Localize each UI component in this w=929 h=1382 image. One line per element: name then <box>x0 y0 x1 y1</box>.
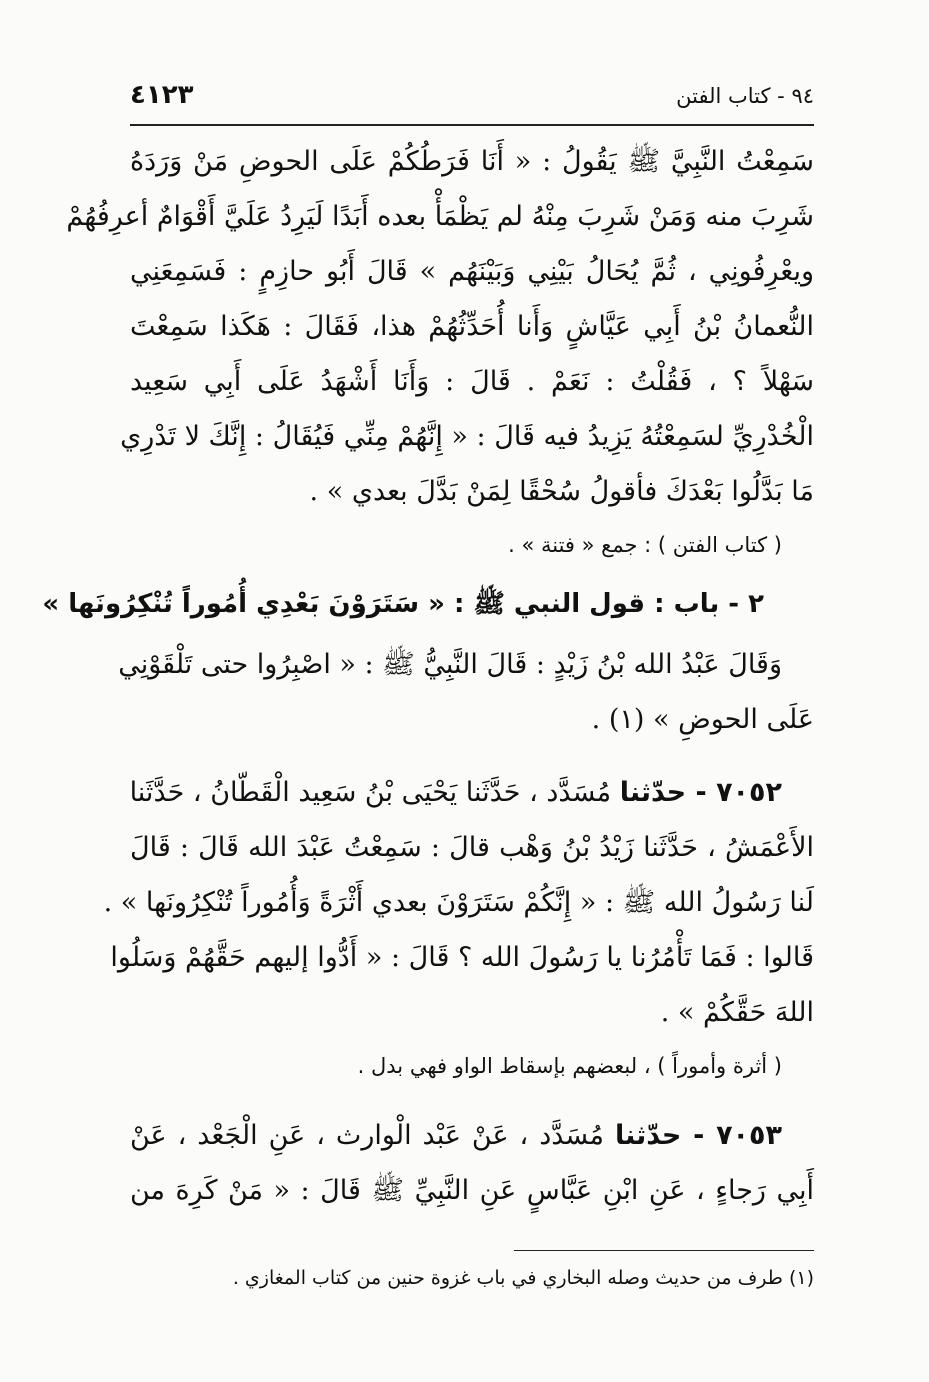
hadith-number: ٧٠٥٣ - حدّثنا <box>614 1120 782 1151</box>
chapter-intro <box>118 637 814 747</box>
text-line: عَلَى الحوضِ » (١) . <box>591 704 814 735</box>
hadith-7053 <box>130 1108 814 1218</box>
footnote-rule <box>514 1250 814 1251</box>
text-line: قَالوا : فَمَا تَأْمُرُنا يا رَسُولَ الله ؟ قَالَ : « أَدُّوا إليهم حَقَّهُمْ وَسَلُوا <box>110 942 814 973</box>
running-title: ٩٤ - كتاب الفتن <box>676 84 814 108</box>
header-rule <box>130 124 814 126</box>
text-line: مَا بَدَّلُوا بَعْدَكَ فأقولُ سُحْقًا لِمَنْ بَدَّلَ بعدي » . <box>309 476 814 507</box>
explanatory-note: ( كتاب الفتن ) : جمع « فتنة » . <box>508 533 782 557</box>
text-line <box>130 1108 814 1163</box>
hadith-text: مُسَدَّد ، عَنْ عَبْد الْوارث ، عَنِ الْجَعْد ، عَنْ <box>130 1120 604 1151</box>
text-line: أَبِي رَجاءٍ ، عَنِ ابْنِ عَبَّاسٍ عَنِ النَّبِيِّ ﷺ قَالَ : « مَنْ كَرِهَ من <box>130 1175 814 1206</box>
text-line: ويعْرِفُونِي ، ثُمَّ يُحَالُ بَيْنِي وَبَيْنَهُم » قَالَ أَبُو حازِمٍ : فَسَمِعَنِي <box>130 256 814 287</box>
chapter-heading: ٢ - باب : قول النبي ﷺ : « سَتَرَوْنَ بَعْدِي أُمُوراً تُنْكِرُونَها » <box>42 589 764 619</box>
spacer <box>130 1090 814 1108</box>
paragraph-continuation <box>66 134 814 519</box>
text-line: الأَعْمَشُ ، حَدَّثَنا زَيْدُ بْنُ وَهْب قالَ : سَمِعْتُ عَبْدَ الله قَالَ : قَالَ <box>130 832 814 863</box>
page-body <box>42 134 814 1218</box>
text-line: سَهْلاً ؟ ، فَقُلْتُ : نَعَمْ . قَالَ : وَأَنَا أَشْهَدُ عَلَى أَبِي سَعِيد <box>130 366 814 397</box>
text-line: شَرِبَ منه وَمَنْ شَرِبَ مِنْهُ لم يَظْمَأْ بعده أَبَدًا لَيَرِدُ عَلَيَّ أَقْوَامٌ أعرِفُهُمْ <box>66 201 814 232</box>
text-line: سَمِعْتُ النَّبِيَّ ﷺ يَقُولُ : « أَنَا فَرَطُكُمْ عَلَى الحوضِ مَنْ وَرَدَهُ <box>130 146 814 177</box>
spacer <box>130 747 814 765</box>
text-line <box>130 765 814 820</box>
page-number: ٤١٢٣ <box>130 80 194 110</box>
text-line: الْخُدْرِيِّ لسَمِعْتُهُ يَزِيدُ فيه قَالَ : « إِنَّهُمْ مِنِّي فَيُقَالُ : إِنَّكَ لا تَدْرِي <box>120 421 814 452</box>
text-line: اللهَ حَقَّكُمْ » . <box>660 997 814 1028</box>
hadith-number: ٧٠٥٢ - حدّثنا <box>619 777 782 808</box>
hadith-7052 <box>103 765 814 1040</box>
text-line: لَنا رَسُولُ الله ﷺ : « إِنَّكُمْ سَتَرَوْنَ بعدي أَثْرَةً وَأُمُوراً تُنْكِرُونَها » . <box>103 887 814 918</box>
explanatory-note: ( أثرة وأموراً ) ، لبعضهم بإسقاط الواو فهي بدل . <box>357 1054 782 1078</box>
book-page <box>42 0 814 1382</box>
text-line: وَقَالَ عَبْدُ الله بْنُ زَيْدٍ : قَالَ النَّبِيُّ ﷺ : « اصْبِرُوا حتى تَلْقَوْنِي <box>118 649 782 680</box>
text-line: النُّعمانُ بْنُ أَبِي عَيَّاشٍ وَأَنا أُحَدِّثُهُمْ هذا، فَقَالَ : هَكَذا سَمِعْتَ <box>130 311 814 342</box>
page-header <box>130 80 814 116</box>
footnote: (١) طرف من حديث وصله البخاري في باب غزوة حنين من كتاب المغازي . <box>232 1267 814 1289</box>
hadith-text: مُسَدَّد ، حَدَّثَنا يَحْيَى بْنُ سَعِيد الْقَطّانُ ، حَدَّثَنا <box>129 777 612 808</box>
